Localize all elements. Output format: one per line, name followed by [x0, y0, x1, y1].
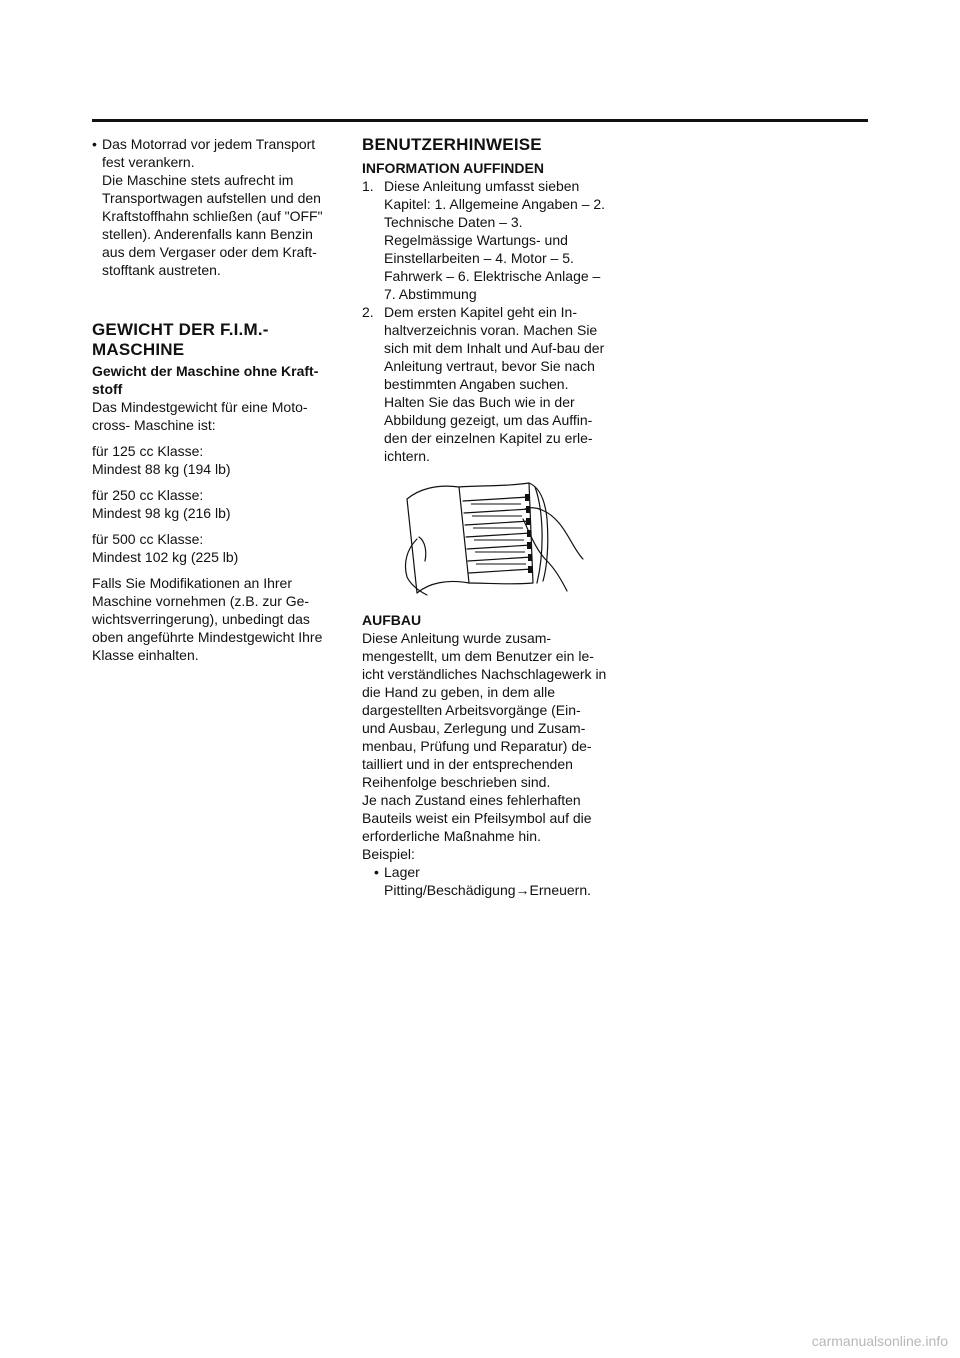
- list-number-1: 1.: [362, 178, 374, 194]
- subheading-structure: AUFBAU: [362, 612, 422, 628]
- example-label: Beispiel:: [362, 846, 415, 862]
- structure-text-1: Diese Anleitung wurde zusam-mengestellt, um dem Benutzer ein le-icht verständliches Nachschlagewerk in die Hand zu geben, in dem alle dargestellten Arbeitsvorgänge (Ein- und Ausbau, Zerlegung und Zusam-menbau, Prüfung und Reparatur) de-tailliert und in der entsprechenden Reihenfolge beschrieben sind.: [362, 630, 607, 790]
- example-item: [362, 863, 607, 899]
- transport-text-2: Die Maschine stets aufrecht im Transportwagen aufstellen und den Kraftstoffhahn schließen (auf "OFF" stellen). Anderenfalls kann Benzin aus dem Vergaser oder dem Kraft-stofftank austreten.: [102, 172, 323, 278]
- bullet-icon: •: [92, 136, 97, 152]
- class-250-min: Mindest 98 kg (216 lb): [92, 505, 231, 521]
- weight-intro: Das Mindestgewicht für eine Moto-cross- Maschine ist:: [92, 399, 308, 433]
- list-number-2: 2.: [362, 304, 374, 320]
- subheading-find-info: INFORMATION AUFFINDEN: [362, 160, 544, 176]
- header-rule: [92, 119, 868, 122]
- section-heading-user-notes: BENUTZERHINWEISE: [362, 135, 542, 154]
- example-item-text: Lager: [384, 864, 420, 880]
- section-heading-weight: GEWICHT DER F.I.M.-MASCHINE: [92, 320, 269, 359]
- class-125-label: für 125 cc Klasse:: [92, 443, 204, 459]
- class-125-min: Mindest 88 kg (194 lb): [92, 461, 231, 477]
- list-item-2-text: Dem ersten Kapitel geht ein In-haltverzeichnis voran. Machen Sie sich mit dem Inhalt und Auf-bau der Anleitung vertraut, bevor Sie nach bestimmten Angaben suchen.: [384, 304, 605, 392]
- subheading-weight: Gewicht der Maschine ohne Kraft-stoff: [92, 363, 319, 397]
- list-item-2: [362, 303, 607, 465]
- class-250-label: für 250 cc Klasse:: [92, 487, 204, 503]
- weight-closing: Falls Sie Modifikationen an Ihrer Maschine vornehmen (z.B. zur Ge-wichtsverringerung), unbedingt das oben angeführte Mindestgewicht Ihre Klasse einhalten.: [92, 575, 323, 663]
- structure-text-2: Je nach Zustand eines fehlerhaften Bauteils weist ein Pfeilsymbol auf die erforderliche Maßnahme hin.: [362, 792, 592, 844]
- list-item-2-text-b: Halten Sie das Buch wie in der Abbildung gezeigt, um das Auffin-den der einzelnen Kapitel zu erle-ichtern.: [384, 394, 593, 464]
- right-column: [362, 135, 607, 899]
- bullet-transport: [92, 135, 328, 279]
- list-item-1-text: Diese Anleitung umfasst sieben Kapitel: 1. Allgemeine Angaben – 2. Technische Daten – 3. Regelmässige Wartungs- und Einstellarbeiten – 4. Motor – 5. Fahrwerk – 6. Elektrische Anlage – 7. Abstimmung: [384, 178, 606, 302]
- bullet-icon: •: [374, 864, 379, 880]
- list-item-1: [362, 177, 607, 303]
- example-item-detail: Pitting/Beschädigung→Erneuern.: [384, 882, 592, 898]
- left-column: [92, 135, 328, 664]
- book-illustration: [397, 479, 587, 599]
- watermark-text: carmanualsonline.info: [811, 1333, 948, 1349]
- class-500-min: Mindest 102 kg (225 lb): [92, 549, 239, 565]
- transport-text-1: Das Motorrad vor jedem Transport fest verankern.: [102, 136, 316, 170]
- class-500-label: für 500 cc Klasse:: [92, 531, 204, 547]
